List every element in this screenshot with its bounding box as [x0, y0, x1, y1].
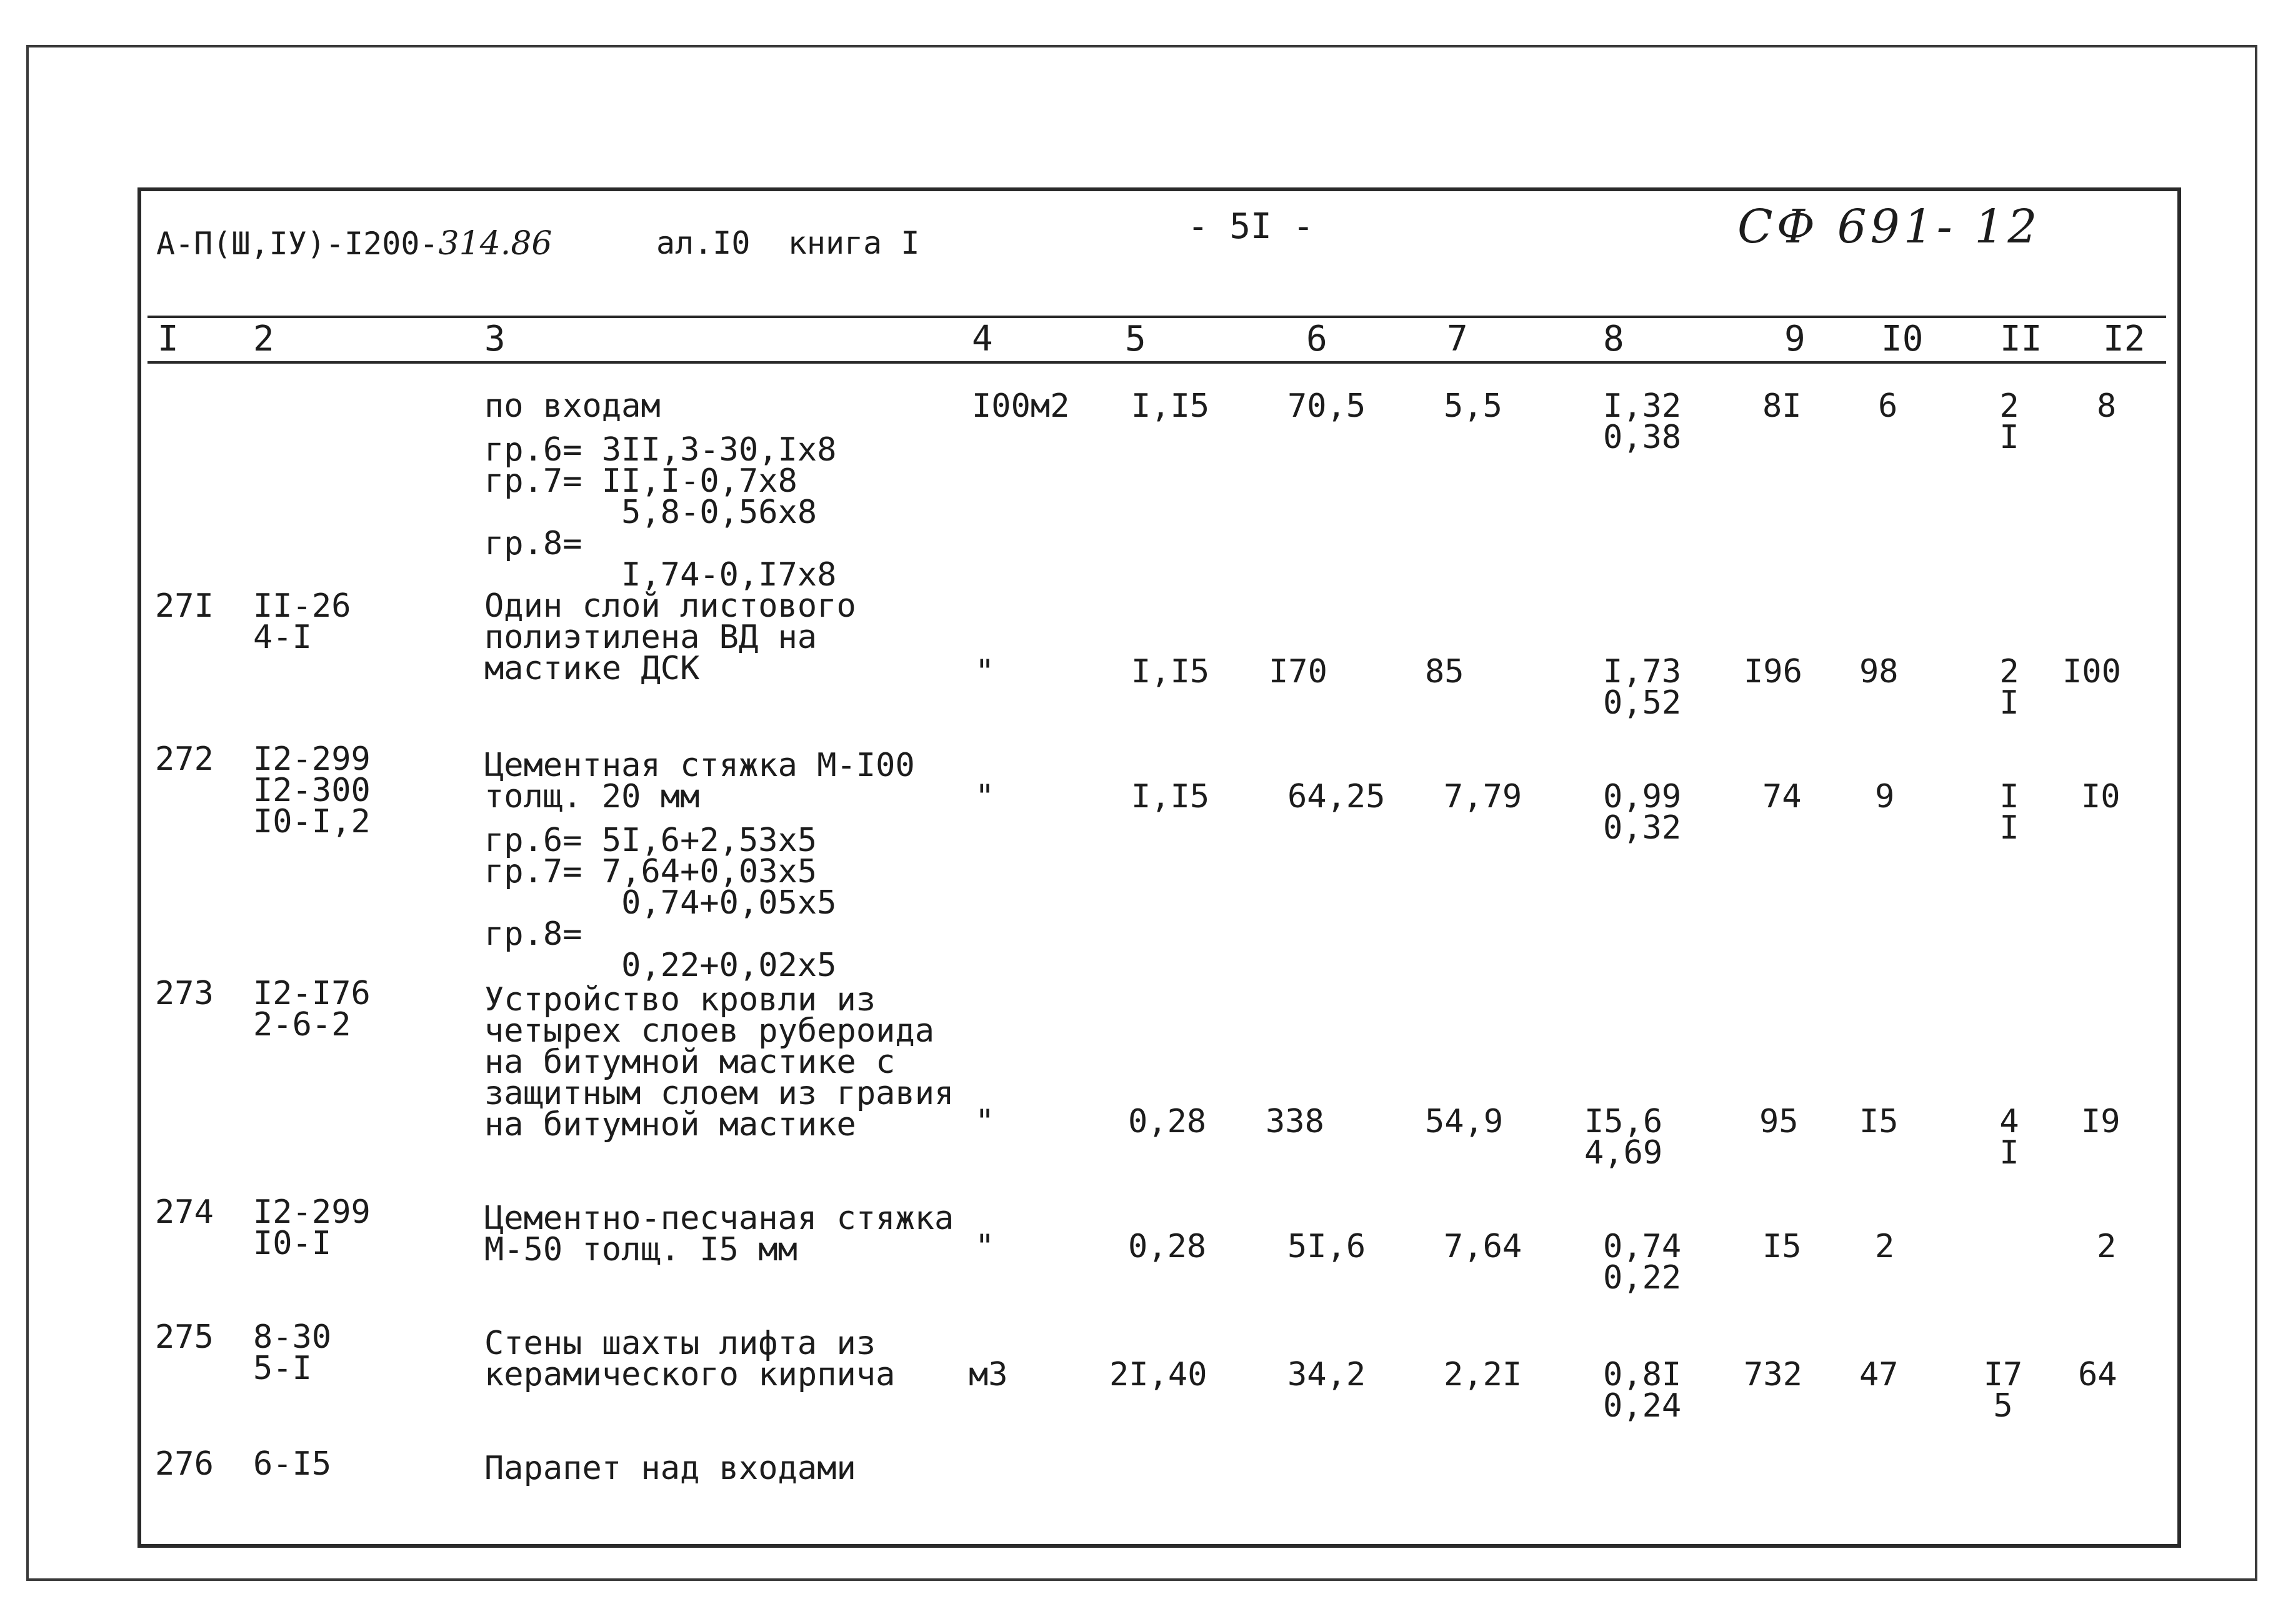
col-num-7: 7: [1447, 319, 1468, 359]
col-num-9: 9: [1784, 319, 1806, 359]
row-col6: 5I,6: [1287, 1228, 1366, 1265]
row-col12: I0: [2081, 778, 2121, 815]
row-code: I2-I76 2-6-2: [253, 975, 371, 1044]
row-number: 273: [155, 975, 214, 1012]
document-code: А-П(Ш,IУ)-I200-314.86: [156, 225, 552, 262]
row-unit: м3: [969, 1356, 1008, 1393]
col-num-12: I2: [2103, 319, 2146, 359]
row-col11: 2 I: [1999, 653, 2019, 722]
col-num-8: 8: [1603, 319, 1624, 359]
row-code: 6-I5: [253, 1445, 332, 1483]
row-col6: 70,5: [1287, 387, 1366, 425]
row-col12: 8: [2097, 387, 2117, 425]
row-col10: 6: [1878, 387, 1898, 425]
row-col10: I5: [1859, 1103, 1899, 1140]
row-number: 274: [155, 1193, 214, 1231]
row-col9: 95: [1759, 1103, 1799, 1140]
row-description: Один слой листового полиэтилена ВД на мастике ДСК: [484, 587, 856, 687]
row-formulas: гр.6= 5I,6+2,53x5 гр.7= 7,64+0,03x5 0,74+0,05x5 гр.8= 0,22+0,02x5: [484, 822, 837, 984]
row-col7: 5,5: [1444, 387, 1502, 425]
row-col10: 98: [1859, 653, 1899, 690]
row-col11: 2 I: [1999, 387, 2019, 456]
col-num-6: 6: [1306, 319, 1327, 359]
col-num-10: I0: [1881, 319, 1924, 359]
row-col6: 34,2: [1287, 1356, 1366, 1393]
page-number: - 5I -: [1187, 206, 1314, 247]
album-book: ал.I0 книга I: [656, 225, 920, 261]
col-num-1: I: [157, 319, 179, 359]
row-col8: 0,74 0,22: [1603, 1228, 1682, 1297]
row-col7: 7,64: [1444, 1228, 1522, 1265]
document-code-handwritten: 314.86: [438, 225, 552, 262]
row-col6: I70: [1269, 653, 1327, 690]
row-description: Парапет над входами: [484, 1450, 856, 1487]
row-col8: I,32 0,38: [1603, 387, 1682, 456]
row-unit: ": [975, 1228, 995, 1265]
row-col12: I00: [2062, 653, 2121, 690]
row-col10: 9: [1875, 778, 1895, 815]
row-description: Устройство кровли из четырех слоев рубероида на битумной мастике с защитным слоем из гравия на битумной мастике: [484, 981, 954, 1143]
table-top-rule: [147, 316, 2166, 318]
row-quantity: 0,28: [1128, 1103, 1207, 1140]
row-code: 8-30 5-I: [253, 1318, 332, 1387]
row-quantity: 0,28: [1128, 1228, 1207, 1265]
row-col8: 0,99 0,32: [1603, 778, 1682, 847]
row-col11: I7 5: [1983, 1356, 2023, 1425]
col-num-3: 3: [484, 319, 506, 359]
row-quantity: I,I5: [1131, 653, 1210, 690]
row-col11: 4 I: [1999, 1103, 2019, 1172]
row-code: I2-299 I2-300 I0-I,2: [253, 740, 371, 840]
row-col9: I96: [1744, 653, 1802, 690]
row-number: 272: [155, 740, 214, 778]
row-col9: 8I: [1762, 387, 1802, 425]
row-col10: 2: [1875, 1228, 1895, 1265]
row-description: Цементная стяжка М-I00 толщ. 20 мм: [484, 747, 915, 815]
row-col7: 85: [1425, 653, 1464, 690]
row-col12: 64: [2078, 1356, 2117, 1393]
col-num-5: 5: [1125, 319, 1146, 359]
row-col7: 7,79: [1444, 778, 1522, 815]
row-col7: 2,2I: [1444, 1356, 1522, 1393]
row-col6: 338: [1266, 1103, 1324, 1140]
row-number: 27I: [155, 587, 214, 625]
row-quantity: I,I5: [1131, 387, 1210, 425]
col-num-4: 4: [972, 319, 993, 359]
row-description: Цементно-песчаная стяжка М-50 толщ. I5 мм: [484, 1200, 954, 1268]
row-col8: I5,6 4,69: [1584, 1103, 1663, 1172]
row-unit: ": [975, 1103, 995, 1140]
row-col12: 2: [2097, 1228, 2117, 1265]
row-quantity: 2I,40: [1109, 1356, 1207, 1393]
row-unit: ": [975, 653, 995, 690]
col-num-11: II: [2000, 319, 2042, 359]
row-code: II-26 4-I: [253, 587, 351, 656]
row-unit: ": [975, 778, 995, 815]
row-col7: 54,9: [1425, 1103, 1504, 1140]
row-col9: 732: [1744, 1356, 1802, 1393]
row-unit: I00м2: [972, 387, 1070, 425]
column-header-rule: [147, 361, 2166, 364]
row-col9: 74: [1762, 778, 1802, 815]
row-col11: I I: [1999, 778, 2019, 847]
row-description: Стены шахты лифта из керамического кирпича: [484, 1325, 896, 1393]
row-col10: 47: [1859, 1356, 1899, 1393]
row-description: по входам: [484, 387, 661, 425]
row-number: 275: [155, 1318, 214, 1356]
row-col9: I5: [1762, 1228, 1802, 1265]
row-quantity: I,I5: [1131, 778, 1210, 815]
row-formulas: гр.6= 3II,3-30,Ix8 гр.7= II,I-0,7x8 5,8-0,56x8 гр.8= I,74-0,I7x8: [484, 431, 837, 594]
row-col8: I,73 0,52: [1603, 653, 1682, 722]
row-code: I2-299 I0-I: [253, 1193, 371, 1262]
handwritten-stamp: СФ 691- 12: [1737, 200, 2041, 254]
row-col6: 64,25: [1287, 778, 1386, 815]
col-num-2: 2: [253, 319, 274, 359]
row-number: 276: [155, 1445, 214, 1483]
row-col12: I9: [2081, 1103, 2121, 1140]
row-col8: 0,8I 0,24: [1603, 1356, 1682, 1425]
